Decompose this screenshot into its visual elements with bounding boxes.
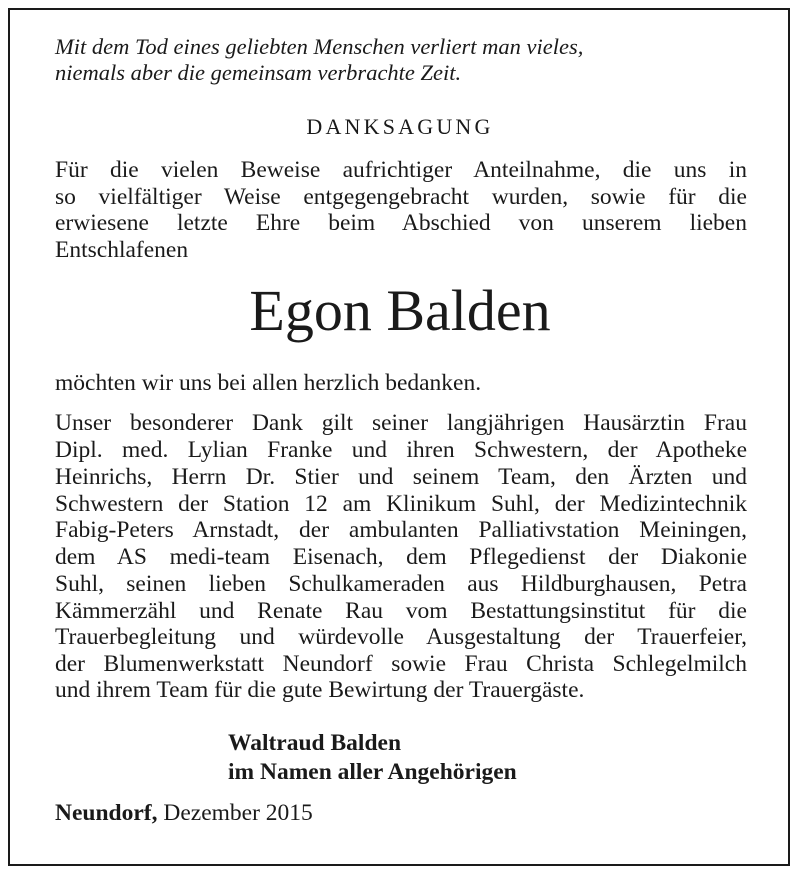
special-thanks-line: der Blumenwerkstatt Neundorf sowie Frau Christa Schlegelmilch	[55, 651, 747, 677]
deceased-name: Egon Balden	[249, 278, 551, 343]
special-thanks-line: Dipl. med. Lylian Franke und ihren Schwestern, der Apotheke	[55, 437, 747, 463]
motto-line-1: Mit dem Tod eines geliebten Menschen verliert man vieles,	[55, 34, 584, 59]
motto-line-2: niemals aber die gemeinsam verbrachte Zeit.	[55, 60, 462, 85]
intro-line: so vielfältiger Weise entgegengebracht wurden, sowie für die	[55, 184, 747, 210]
intro-line: Entschlafenen	[55, 237, 189, 263]
special-thanks-line: Trauerbegleitung und würdevolle Ausgestaltung der Trauerfeier,	[55, 624, 747, 650]
special-thanks-line: Unser besonderer Dank gilt seiner langjährigen Hausärztin Frau	[55, 410, 747, 436]
special-thanks-line: Kämmerzähl und Renate Rau vom Bestattungsinstitut für die	[55, 598, 747, 624]
signature-family: im Namen aller Angehörigen	[228, 759, 517, 785]
thanks-line: möchten wir uns bei allen herzlich bedanken.	[55, 370, 482, 396]
special-thanks-line: Schwestern der Station 12 am Klinikum Suhl, der Medizintechnik	[55, 491, 747, 517]
place-date	[55, 800, 313, 827]
special-thanks-line: Suhl, seinen lieben Schulkameraden aus Hildburghausen, Petra	[55, 571, 747, 597]
place: Neundorf,	[55, 800, 158, 826]
special-thanks-line: dem AS medi-team Eisenach, dem Pflegedienst der Diakonie	[55, 544, 747, 570]
intro-line: erwiesene letzte Ehre beim Abschied von unserem lieben	[55, 210, 747, 236]
date: Dezember 2015	[163, 800, 313, 826]
special-thanks-line: Fabig-Peters Arnstadt, der ambulanten Palliativstation Meiningen,	[55, 517, 747, 543]
special-thanks-line: Heinrichs, Herrn Dr. Stier und seinem Team, den Ärzten und	[55, 464, 747, 490]
heading-danksagung: DANKSAGUNG	[306, 114, 494, 139]
special-thanks-line: und ihrem Team für die gute Bewirtung der Trauergäste.	[55, 677, 585, 703]
intro-line: Für die vielen Beweise aufrichtiger Anteilnahme, die uns in	[55, 157, 747, 183]
signature-name: Waltraud Balden	[228, 730, 402, 756]
